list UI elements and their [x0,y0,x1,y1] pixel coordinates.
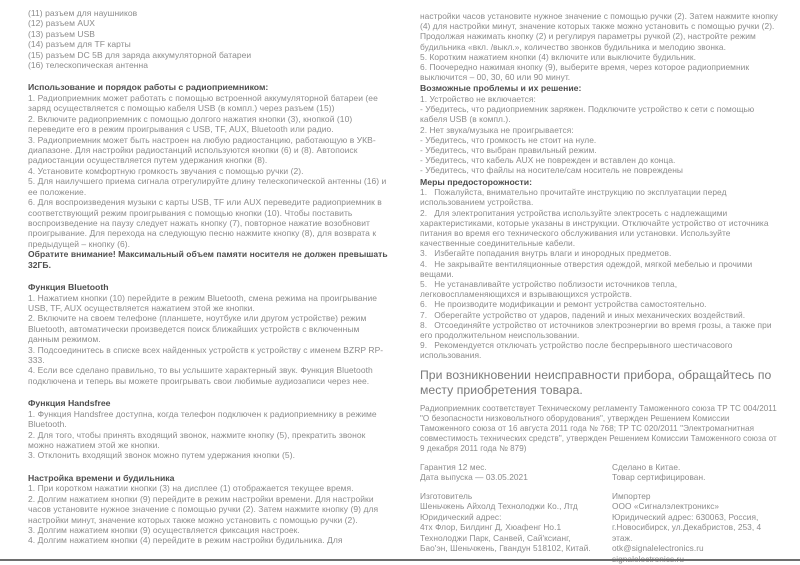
handsfree-paragraph: 2. Для того, чтобы принять входящий звонок, нажмите кнопку (5), прекратить звонок можно нажатием этой же кнопки. [28,429,366,450]
page-bottom-rule [0,559,800,561]
usage-paragraph: 1. Радиоприемник может работать с помощью встроенной аккумуляторной батареи (ее заряд осуществляется с помощью кабеля USB (в компл.) через разъем (15)) [28,93,378,114]
troubleshooting-section-heading: Возможные проблемы и их решение: [420,83,582,94]
troubleshooting-paragraph: 1. Устройство не включается: [420,94,536,105]
parts-list-item: (12) разъем AUX [28,18,96,29]
parts-list-item: (14) разъем для TF карты [28,39,131,50]
usage-note: Обратите внимание! Максимальный объем памяти носителя не должен превышать 32ГБ. [28,249,388,270]
usage-paragraph: 5. Для наилучшего приема сигнала отрегулируйте длину телескопической антенны (16) и ее положение. [28,176,387,197]
parts-list [28,8,392,70]
warranty-block [420,462,612,483]
precaution-item: 7. Оберегайте устройство от ударов, падений и иных механических воздействий. [420,309,746,320]
certification-text: Радиоприемник соответствует Техническому регламенту Таможенного союза ТР ТС 004/2011 "О безопасности низковольтного оборудования", утвержден Решением Комиссии Таможенного союза от 16 августа 2011 года № 768; ТР ТС 020/2011 "Электромагнитная совместимость технических средств", утвержден Решением Комиссии Таможенного союза от 9 декабря 2011 года № 879) [420,403,777,453]
precaution-item: 1. Пожалуйста, внимательно прочитайте инструкцию по эксплуатации перед использованием устройства. [420,187,727,208]
usage-paragraph: 2. Включите радиоприемник с помощью долгого нажатия кнопки (3), кнопкой (10) переведите его в режим проигрывания с USB, TF, AUX, Bluetooth или радио. [28,113,353,135]
manufacturer-title: Изготовитель [420,490,473,501]
precaution-item: 2. Для электропитания устройства используйте электросеть с надлежащими характеристиками, которые указаны в инструкции. Отключайте устройство от источника питания во время его технического обслуживания или установки. Используйте качественные соединительные кабели. [420,207,769,249]
parts-list-item: (11) разъем для наушников [28,8,138,18]
right-column [420,11,778,564]
manufacturer-line: Шеньчжень Айхолд Технолоджи Ко., Лтд [420,501,578,512]
manufacturer-line: Технолоджи Парк, Санвей, Сай'ксианг, [420,532,571,543]
precaution-item: 6. Не производите модификации и ремонт устройства самостоятельно. [420,299,707,310]
clock-paragraph: 3. Долгим нажатием кнопки (9) осуществляется фиксация настроек. [28,525,300,536]
bluetooth-section-heading: Функция Bluetooth [28,281,109,292]
precaution-item: 8. Отсоединяйте устройство от источников электроэнергии во время грозы, а также при его продолжительном неиспользовании. [420,319,772,341]
parts-list-item: (16) телескопическая антенна [28,60,149,71]
importer-line: Юридический адрес: 630063, Россия, [612,511,759,522]
certified-line: Товар сертифицирован. [612,472,706,483]
clock-continuation-paragraph: 5. Коротким нажатием кнопки (4) включите или выключите будильник. [420,51,696,62]
precaution-item: 3. Избегайте попадания внутрь влаги и инородных предметов. [420,248,672,259]
usage-section-heading: Использование и порядок работы с радиоприемником: [28,82,269,93]
made-in-block [612,462,778,483]
precaution-item: 9. Рекомендуется отключать устройство после беспрерывного шестичасового использования. [420,340,733,361]
manufacturer-block [420,491,612,565]
bluetooth-paragraph: 4. Если все сделано правильно, то вы услышите характерный звук. Функция Bluetooth подключена и теперь вы можете проигрывать свои любимые аудиозаписи через нее. [28,365,373,386]
troubleshooting-paragraph: - Убедитесь, что файлы на носителе/сам носитель не повреждены [420,165,683,176]
troubleshooting-paragraph: - Убедитесь, что радиоприемник заряжен. Подключите устройство к сети с помощью кабеля USB (в компл.). [420,104,755,125]
troubleshooting-paragraph: - Убедитесь, что громкость не стоит на нуле. [420,134,597,145]
service-notice: При возникновении неисправности прибора, обращайтесь по месту приобретения товара. [420,367,772,398]
release-date-line: Дата выпуска — 03.05.2021 [420,472,528,483]
warranty-line: Гарантия 12 мес. [420,461,487,472]
bluetooth-paragraph: 1. Нажатием кнопки (10) перейдите в режим Bluetooth, смена режима на проигрывание USB, TF, AUX осуществляется нажатием этой же кнопки. [28,292,378,313]
clock-continuation-paragraph: 6. Поочередно нажимая кнопку (9), выберите время, через которое радиоприемник выключится – 00, 30, 60 или 90 минут. [420,62,750,83]
precaution-item: 4. Не закрывайте вентиляционные отверстия одеждой, мягкой мебелью и прочими вещами. [420,258,753,279]
clock-paragraph: 1. При коротком нажатии кнопки (3) на дисплее (1) отображается текущее время. [28,483,354,494]
footer [420,462,778,565]
handsfree-section-heading: Функция Handsfree [28,398,111,409]
made-in-line: Сделано в Китае. [612,461,681,472]
clock-paragraph: 2. Долгим нажатием кнопки (9) перейдите в режим настройки времени. Для настройки часов установите нужное значение с помощью ручки (2). Затем нажмите кнопку (9) для настройки минут, значение которых также можно установить с помощью ручки (2). [28,493,379,525]
usage-paragraph: 4. Установите комфортную громкость звучания с помощью ручки (2). [28,165,304,176]
troubleshooting-paragraph: - Убедитесь, что кабель AUX не поврежден и вставлен до конца. [420,155,676,166]
precautions-section-heading: Меры предосторожности: [420,176,532,187]
importer-block [612,491,778,565]
clock-continuation-paragraph: настройки часов установите нужное значение с помощью ручки (2). Затем нажмите кнопку (4) для настройки минут, значение которых также можно установить с помощью ручки (2). Продолжая нажимать кнопку (2) и регулируя параметры ручкой (2), настройте режим будильника «вкл. /выкл.», количество звонков будильника и мелодию звонка. [420,11,778,52]
handsfree-paragraph: 1. Функция Handsfree доступна, когда телефон подключен к радиоприемнику в режиме Bluetooth. [28,408,377,430]
precaution-item: 5. Не устанавливайте устройство поблизости источников тепла, легковоспламеняющихся и взрывающихся устройств. [420,279,678,300]
importer-line: ООО «Сигналэлектроникс» [612,501,720,512]
parts-list-item: (13) разъем USB [28,28,96,39]
parts-list-item: (15) разъем DC 5B для заряда аккумуляторной батареи [28,49,252,60]
clock-paragraph: 4. Долгим нажатием кнопки (4) перейдите в режим настройки будильника. Для [28,535,343,546]
troubleshooting-paragraph: - Убедитесь, что выбран правильный режим. [420,145,597,156]
usage-paragraph: 6. Для воспроизведения музыки с карты USB, TF или AUX переведите радиоприемник в соответствующий режим проигрывания с помощью кнопки (10). Чтобы поставить воспроизведение на паузу следует нажать кнопку (7), повторное нажатие возобновит проигрывание. Для перехода на следующую песню нажмите кнопку (8), для возврата к предыдущей – кнопку (6). [28,197,382,249]
manufacturer-line: Бао'эн, Шеньчжень, Гвандун 518102, Китай. [420,543,591,554]
usage-paragraph: 3. Радиоприемник может быть настроен на любую радиостанцию, работающую в УКВ-диапазоне. Для настройки радиостанций используются кнопки (6) и (8). Автопоиск радиостанции осуществляется путем удержания кнопки (8). [28,134,376,166]
manufacturer-line: Юридический адрес: [420,511,502,522]
manufacturer-line: 4тх Флор, Билдинг Д, Хюафенг Но.1 [420,522,562,533]
bluetooth-paragraph: 2. Включите на своем телефоне (планшете, ноутбуке или другом устройстве) режим Bluetooth, автоматически произведется поиск ближайших устройств с включенным данным режимом. [28,313,367,345]
troubleshooting-paragraph: 2. Нет звука/музыка не проигрывается: [420,124,574,135]
importer-line: г.Новосибирск, ул.Декабристов, 253, 4 этаж. [612,522,762,543]
clock-section-heading: Настройка времени и будильника [28,472,175,483]
left-column [28,8,392,546]
handsfree-paragraph: 3. Отклонить входящий звонок можно путем удержания кнопки (5). [28,450,295,461]
importer-email: otk@signalelectronics.ru [612,543,704,554]
bluetooth-paragraph: 3. Подсоединитесь в списке всех найденных устройств к устройству с именем BZRP RP-333. [28,344,384,365]
importer-title: Импортер [612,490,651,501]
